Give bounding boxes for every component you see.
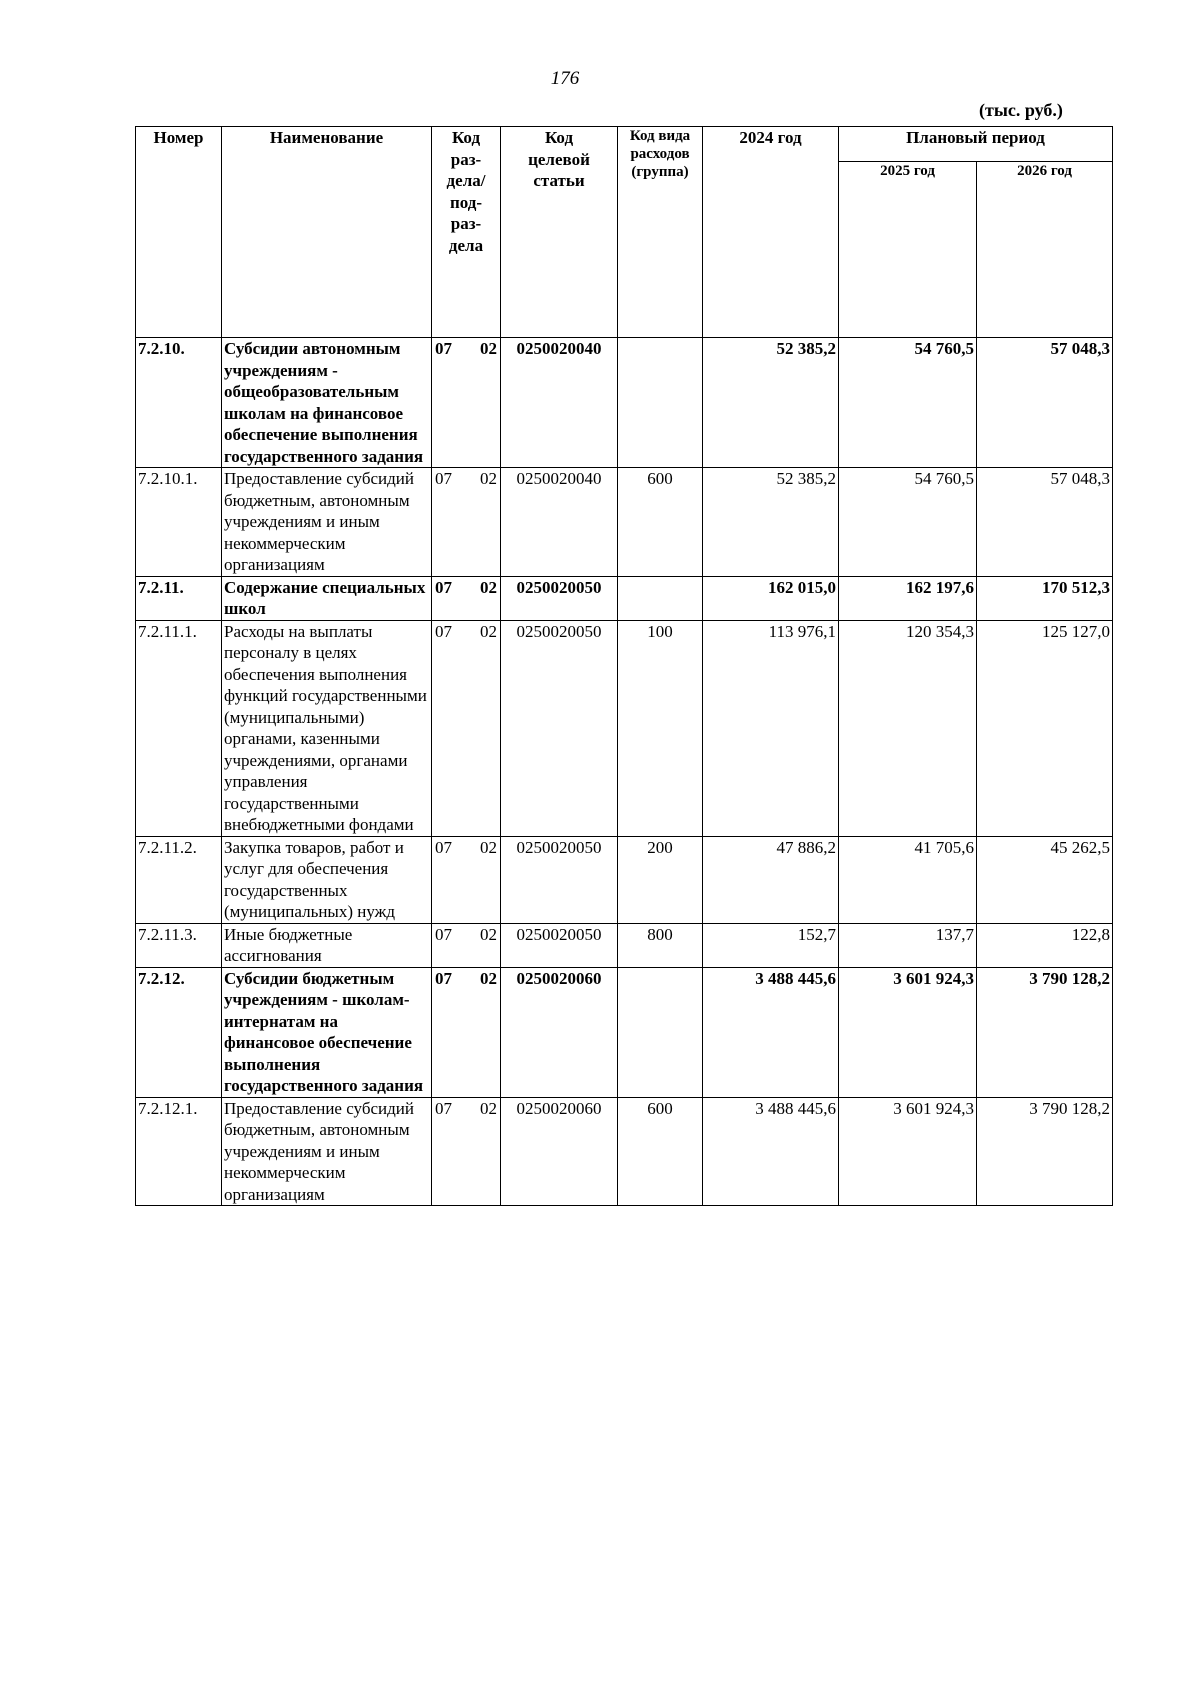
row-2026: 45 262,5 bbox=[977, 836, 1113, 923]
row-kind-code bbox=[618, 576, 703, 620]
header-number: Номер bbox=[136, 127, 222, 338]
table-row bbox=[136, 620, 1113, 836]
row-number: 7.2.11. bbox=[136, 576, 222, 620]
row-number: 7.2.12.1. bbox=[136, 1097, 222, 1206]
row-podrazdel-code: 02 bbox=[480, 968, 497, 988]
row-target-code: 0250020040 bbox=[501, 338, 618, 468]
row-2024: 113 976,1 bbox=[703, 620, 839, 836]
header-planned-period: Плановый период bbox=[839, 127, 1113, 162]
row-2025: 41 705,6 bbox=[839, 836, 977, 923]
row-number: 7.2.11.3. bbox=[136, 923, 222, 967]
row-target-code: 0250020060 bbox=[501, 1097, 618, 1206]
row-razdel-code: 07 bbox=[435, 837, 452, 857]
header-name: Наименование bbox=[222, 127, 432, 338]
row-2024: 3 488 445,6 bbox=[703, 967, 839, 1097]
row-podrazdel-code: 02 bbox=[480, 924, 497, 944]
header-kind: Код вида расходов (группа) bbox=[618, 127, 703, 338]
header-razdel: Код раз- дела/ под- раз- дела bbox=[432, 127, 501, 338]
row-name: Предоставление субсидий бюджетным, автономным учреждениям и иным некоммерческим организациям bbox=[222, 468, 432, 577]
table-row bbox=[136, 576, 1113, 620]
row-number: 7.2.11.1. bbox=[136, 620, 222, 836]
row-podrazdel-code: 02 bbox=[480, 837, 497, 857]
row-target-code: 0250020050 bbox=[501, 923, 618, 967]
row-2025: 3 601 924,3 bbox=[839, 967, 977, 1097]
row-kind-code bbox=[618, 338, 703, 468]
row-2026: 125 127,0 bbox=[977, 620, 1113, 836]
row-2026: 57 048,3 bbox=[977, 468, 1113, 577]
row-podrazdel-code: 02 bbox=[480, 1098, 497, 1118]
row-kind-code: 600 bbox=[618, 1097, 703, 1206]
row-2026: 3 790 128,2 bbox=[977, 967, 1113, 1097]
table-body bbox=[136, 338, 1113, 1206]
row-2026: 170 512,3 bbox=[977, 576, 1113, 620]
row-target-code: 0250020060 bbox=[501, 967, 618, 1097]
row-razdel bbox=[432, 468, 501, 577]
row-name: Иные бюджетные ассигнования bbox=[222, 923, 432, 967]
table-row bbox=[136, 338, 1113, 468]
row-razdel-code: 07 bbox=[435, 577, 452, 597]
row-target-code: 0250020050 bbox=[501, 836, 618, 923]
units-label: (тыс. руб.) bbox=[979, 100, 1063, 120]
row-number: 7.2.10.1. bbox=[136, 468, 222, 577]
row-kind-code bbox=[618, 967, 703, 1097]
row-2024: 162 015,0 bbox=[703, 576, 839, 620]
row-2026: 3 790 128,2 bbox=[977, 1097, 1113, 1206]
table-row bbox=[136, 836, 1113, 923]
row-razdel bbox=[432, 1097, 501, 1206]
row-name: Субсидии бюджетным учреждениям - школам-интернатам на финансовое обеспечение выполнения государственного задания bbox=[222, 967, 432, 1097]
row-2025: 162 197,6 bbox=[839, 576, 977, 620]
row-kind-code: 800 bbox=[618, 923, 703, 967]
row-2025: 54 760,5 bbox=[839, 468, 977, 577]
row-name: Закупка товаров, работ и услуг для обеспечения государственных (муниципальных) нужд bbox=[222, 836, 432, 923]
row-number: 7.2.12. bbox=[136, 967, 222, 1097]
row-podrazdel-code: 02 bbox=[480, 621, 497, 641]
row-number: 7.2.10. bbox=[136, 338, 222, 468]
row-2024: 3 488 445,6 bbox=[703, 1097, 839, 1206]
row-2026: 57 048,3 bbox=[977, 338, 1113, 468]
row-2025: 54 760,5 bbox=[839, 338, 977, 468]
row-2024: 152,7 bbox=[703, 923, 839, 967]
row-target-code: 0250020050 bbox=[501, 620, 618, 836]
header-2025: 2025 год bbox=[839, 162, 977, 338]
row-razdel bbox=[432, 923, 501, 967]
row-number: 7.2.11.2. bbox=[136, 836, 222, 923]
row-podrazdel-code: 02 bbox=[480, 577, 497, 597]
row-razdel bbox=[432, 967, 501, 1097]
row-razdel-code: 07 bbox=[435, 1098, 452, 1118]
row-razdel-code: 07 bbox=[435, 339, 452, 358]
row-kind-code: 200 bbox=[618, 836, 703, 923]
row-name: Субсидии автономным учреждениям - общеобразовательным школам на финансовое обеспечение выполнения государственного задания bbox=[222, 338, 432, 468]
row-name: Предоставление субсидий бюджетным, автономным учреждениям и иным некоммерческим организациям bbox=[222, 1097, 432, 1206]
row-podrazdel-code: 02 bbox=[480, 339, 497, 358]
row-2026: 122,8 bbox=[977, 923, 1113, 967]
row-name: Расходы на выплаты персоналу в целях обеспечения выполнения функций государственными (муниципальными) органами, казенными учреждениями, органами управления государственными внебюджетными фондами bbox=[222, 620, 432, 836]
row-razdel bbox=[432, 338, 501, 468]
row-kind-code: 600 bbox=[618, 468, 703, 577]
row-razdel bbox=[432, 836, 501, 923]
row-2024: 52 385,2 bbox=[703, 338, 839, 468]
header-2024: 2024 год bbox=[703, 127, 839, 338]
page-number: 176 bbox=[550, 68, 580, 89]
row-kind-code: 100 bbox=[618, 620, 703, 836]
row-razdel bbox=[432, 620, 501, 836]
row-razdel-code: 07 bbox=[435, 469, 452, 488]
row-2025: 3 601 924,3 bbox=[839, 1097, 977, 1206]
header-target: Код целевой статьи bbox=[501, 127, 618, 338]
row-razdel-code: 07 bbox=[435, 924, 452, 944]
row-razdel-code: 07 bbox=[435, 621, 452, 641]
table-row bbox=[136, 1097, 1113, 1206]
table-row bbox=[136, 923, 1113, 967]
row-2024: 52 385,2 bbox=[703, 468, 839, 577]
table-row bbox=[136, 468, 1113, 577]
row-name: Содержание специальных школ bbox=[222, 576, 432, 620]
budget-table bbox=[135, 126, 1113, 1206]
table-row bbox=[136, 967, 1113, 1097]
row-target-code: 0250020040 bbox=[501, 468, 618, 577]
row-podrazdel-code: 02 bbox=[480, 469, 497, 488]
row-2024: 47 886,2 bbox=[703, 836, 839, 923]
row-2025: 137,7 bbox=[839, 923, 977, 967]
header-2026: 2026 год bbox=[977, 162, 1113, 338]
row-target-code: 0250020050 bbox=[501, 576, 618, 620]
row-razdel bbox=[432, 576, 501, 620]
row-2025: 120 354,3 bbox=[839, 620, 977, 836]
row-razdel-code: 07 bbox=[435, 968, 452, 988]
